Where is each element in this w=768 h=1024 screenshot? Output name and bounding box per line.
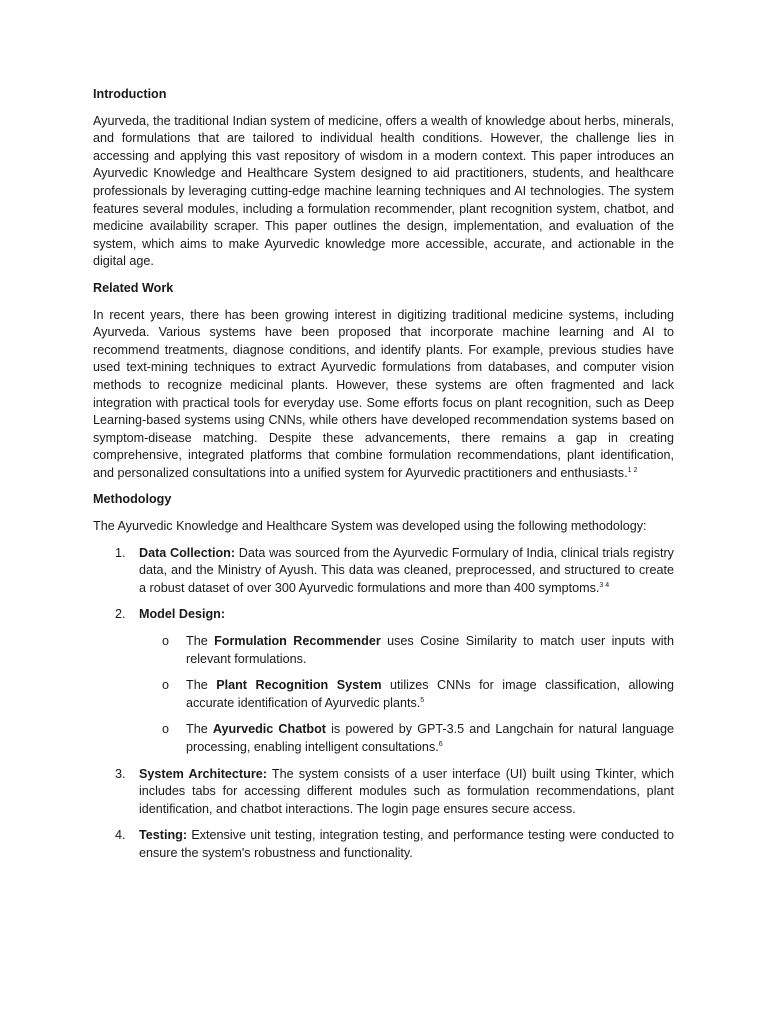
list-item-model-design <box>93 606 674 756</box>
item-title: Testing: <box>139 828 188 843</box>
methodology-list <box>93 545 674 863</box>
list-number: 4. <box>115 828 126 843</box>
methodology-intro: The Ayurvedic Knowledge and Healthcare System was developed using the following methodology: <box>93 519 647 534</box>
sub-prefix: The <box>186 722 213 737</box>
related-work-paragraph <box>93 307 674 483</box>
sub-text: is powered by GPT-3.5 and Langchain for natural language processing, enabling intelligent consultations. <box>186 722 674 754</box>
sub-bold: Formulation Recommender <box>214 634 381 649</box>
related-work-text: In recent years, there has been growing interest in digitizing traditional medicine systems, including Ayurveda. Various systems have been proposed that incorporate machine learning and AI to recommend treatments, diagnose conditions, and identify plants. For example, previous studies have used text-mining techniques to extract Ayurvedic formulations from databases, and computer vision methods to recognize medicinal plants. However, these systems are often fragmented and lack integration with practical tools for everyday use. Some efforts focus on plant recognition, such as Deep Learning-based systems using CNNs, while others have developed recommendation systems based on symptom-disease matching. Despite these advancements, there remains a gap in creating comprehensive, integrated platforms that combine formulation recommendations, plant identification, and personalized consultations into a unified system for Ayurvedic practitioners and enthusiasts. <box>93 307 674 480</box>
item-text: Data was sourced from the Ayurvedic Formulary of India, clinical trials registry data, and the Ministry of Ayush. This data was cleaned, preprocessed, and structured to create a robust dataset of over 300 Ayurvedic formulations and more than 400 symptoms. <box>139 545 674 595</box>
introduction-heading: Introduction <box>93 87 167 101</box>
introduction-paragraph: Ayurveda, the traditional Indian system of medicine, offers a wealth of knowledge about herbs, minerals, and formulations that are tailored to individual health conditions. However, the challenge lies in accessing and applying this vast repository of wisdom in a modern context. This paper introduces an Ayurvedic Knowledge and Healthcare System designed to aid practitioners, students, and healthcare professionals by leveraging cutting-edge machine learning techniques and AI technologies. The system features several modules, including a formulation recommender, plant recognition system, chatbot, and medicine availability scraper. This paper outlines the design, implementation, and evaluation of the system, which aims to make Ayurvedic knowledge more accessible, accurate, and actionable in the digital age. <box>93 113 674 269</box>
model-design-sublist <box>139 633 674 757</box>
sub-text: utilizes CNNs for image classification, allowing accurate identification of Ayurvedic plants. <box>186 678 674 710</box>
list-item-testing <box>93 827 674 862</box>
bullet-icon: o <box>162 678 170 693</box>
sublist-item-formulation-recommender <box>139 633 674 668</box>
sub-text: uses Cosine Similarity to match user inputs with relevant formulations. <box>186 634 675 666</box>
list-item-system-architecture <box>93 766 674 819</box>
methodology-heading: Methodology <box>93 492 172 507</box>
bullet-icon: o <box>162 722 170 737</box>
sub-prefix: The <box>186 678 217 693</box>
sub-bold: Ayurvedic Chatbot <box>212 722 326 737</box>
list-item-data-collection <box>93 545 674 598</box>
bullet-icon: o <box>162 634 170 649</box>
footnote-ref: 5 <box>420 696 425 704</box>
sub-bold: Plant Recognition System <box>216 678 382 693</box>
sub-prefix: The <box>186 634 215 649</box>
item-title: System Architecture: <box>139 766 267 781</box>
item-title: Model Design: <box>139 607 226 622</box>
footnote-ref: 3 4 <box>599 581 610 589</box>
item-title: Data Collection: <box>139 545 236 560</box>
footnote-ref: 6 <box>438 741 443 748</box>
item-text: The system consists of a user interface (UI) built using Tkinter, which includes tabs for accessing different modules such as formulation recommendations, plant identification, and chatbot interactions. The login page ensures secure access. <box>139 766 674 816</box>
list-number: 3. <box>115 766 126 781</box>
sublist-item-chatbot <box>139 721 674 756</box>
item-text: Extensive unit testing, integration testing, and performance testing were conducted to ensure the system's robustness and functionality. <box>139 828 674 860</box>
related-work-heading: Related Work <box>93 280 174 295</box>
list-number: 1. <box>115 545 126 560</box>
document-page <box>93 86 674 872</box>
sublist-item-plant-recognition <box>139 677 674 712</box>
footnote-ref: 1 2 <box>627 466 638 474</box>
list-number: 2. <box>115 607 126 622</box>
